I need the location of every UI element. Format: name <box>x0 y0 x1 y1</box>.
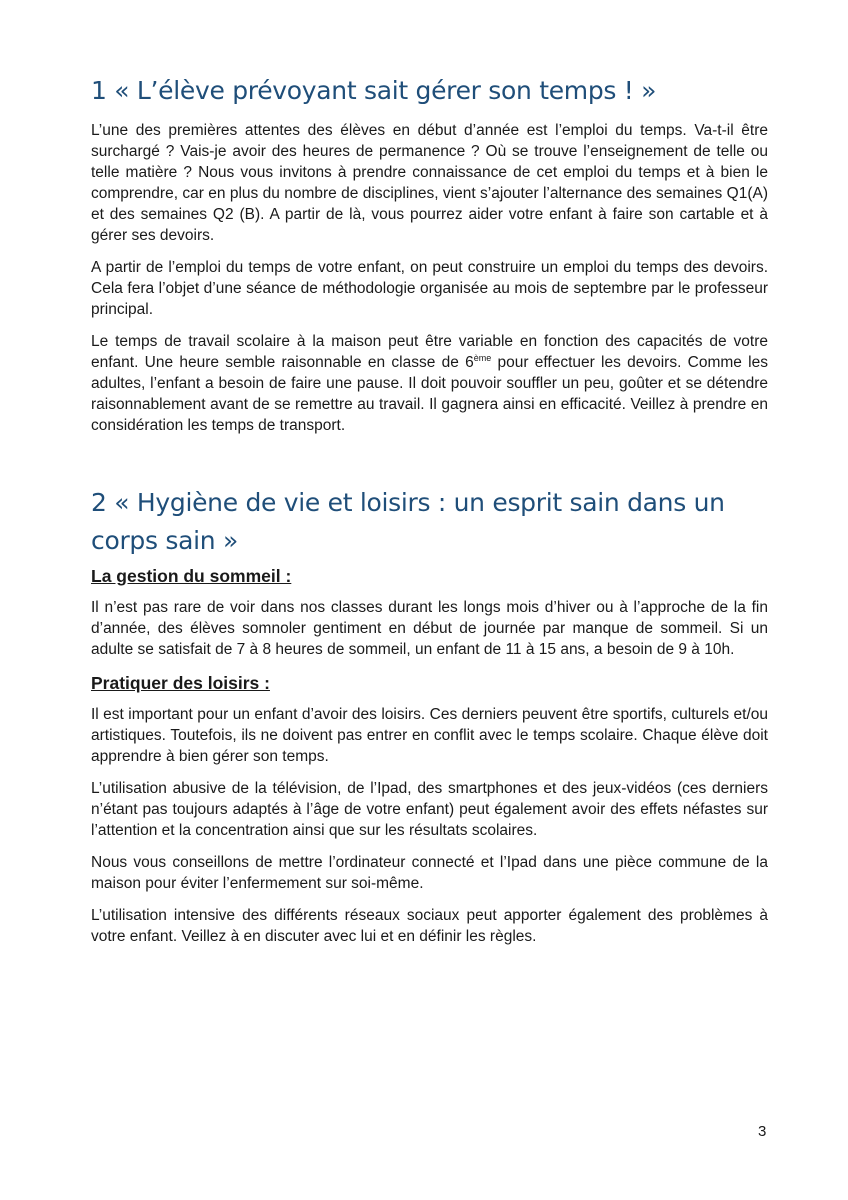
section-1-paragraph-2: A partir de l’emploi du temps de votre enfant, on peut construire un emploi du temps des devoirs. Cela fera l’objet d’une séance de méthodologie organisée au mois de septembre par le professeur principal. <box>91 259 768 318</box>
section-2-title: 2 « Hygiène de vie et loisirs : un esprit sain dans un corps sain » <box>91 488 725 555</box>
section-1-title: 1 « L’élève prévoyant sait gérer son temps ! » <box>91 76 657 105</box>
paragraph-3-text-end: pour effectuer les devoirs. Comme les adultes, l’enfant a besoin de faire une pause. Il doit pouvoir souffler un peu, goûter et se détendre raisonnablement avant de se remettre au travail. Il gagnera ainsi en efficacité. Veillez à prendre en considération les temps de transport. <box>91 354 768 434</box>
leisure-paragraph-4: L’utilisation intensive des différents réseaux sociaux peut apporter également des problèmes à votre enfant. Veillez à en discuter avec lui et en définir les règles. <box>91 907 768 945</box>
leisure-paragraph-1: Il est important pour un enfant d’avoir des loisirs. Ces derniers peuvent être sportifs, culturels et/ou artistiques. Toutefois, ils ne doivent pas entrer en conflit avec le temps scolaire. Chaque élève doit apprendre à bien gérer son temps. <box>91 706 768 765</box>
ordinal-superscript: ème <box>473 353 492 363</box>
sleep-paragraph: Il n’est pas rare de voir dans nos classes durant les longs mois d’hiver ou à l’approche de la fin d’année, des élèves somnoler gentiment en début de journée par manque de sommeil. Si un adulte se satisfait de 7 à 8 heures de sommeil, un enfant de 11 à 15 ans, a besoin de 9 à 10h. <box>91 599 768 658</box>
leisure-paragraph-2: L’utilisation abusive de la télévision, de l’Ipad, des smartphones et des jeux-vidéos (ces derniers n’étant pas toujours adaptés à l’âge de votre enfant) peut également avoir des effets néfastes sur l’attention et la concentration ainsi que sur les résultats scolaires. <box>91 780 768 839</box>
section-1-paragraph-1: L’une des premières attentes des élèves en début d’année est l’emploi du temps. Va-t-il être surchargé ? Vais-je avoir des heures de permanence ? Où se trouve l’enseignement de telle ou telle matière ? Nous vous invitons à prendre connaissance de cet emploi du temps et à bien le comprendre, car en plus du nombre de disciplines, vient s’ajouter l’alternance des semaines Q1(A) et des semaines Q2 (B). A partir de là, vous pourrez aider votre enfant à faire son cartable et à gérer ses devoirs. <box>91 122 768 244</box>
document-page <box>91 72 768 958</box>
page-number: 3 <box>758 1123 767 1140</box>
leisure-heading: Pratiquer des loisirs : <box>91 673 270 693</box>
section-1-paragraph-3 <box>91 331 768 436</box>
sleep-heading: La gestion du sommeil : <box>91 566 292 586</box>
paragraph-3-text-start: Le temps de travail scolaire à la maison peut être variable en fonction des capacités de votre enfant. Une heure semble raisonnable en classe de 6 <box>91 333 768 371</box>
leisure-paragraph-3: Nous vous conseillons de mettre l’ordinateur connecté et l’Ipad dans une pièce commune de la maison pour éviter l’enfermement sur soi-même. <box>91 854 768 892</box>
